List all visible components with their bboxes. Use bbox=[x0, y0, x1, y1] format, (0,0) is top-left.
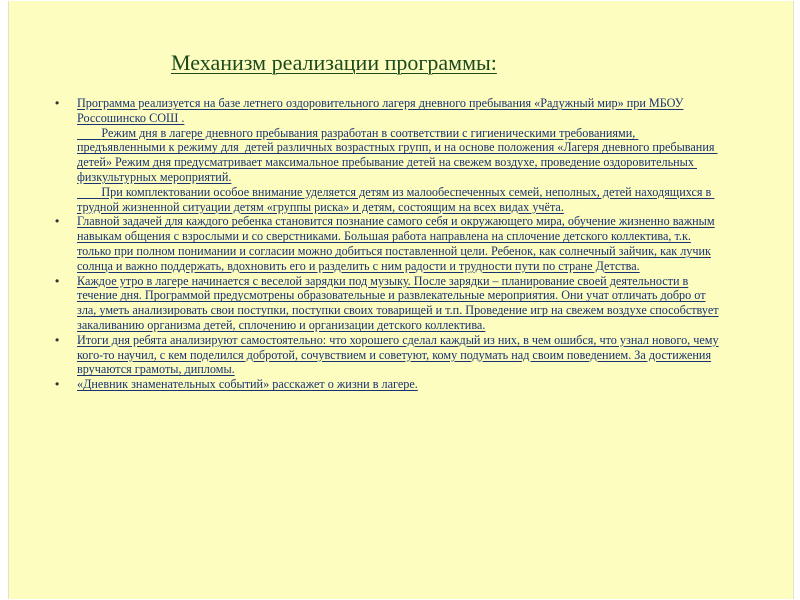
bullet-marker: • bbox=[55, 96, 60, 110]
paragraph-text: Каждое утро в лагере начинается с веселой зарядки под музыку. После зарядки – планирование своей деятельности в течение дня. Программой предусмотрены образовательные и развлекательные мероприятия. Они учат отличать добро от зла, уметь анализировать свои поступки, поступки своих товарищей и т.п. Проведение игр на свежем воздухе способствует закаливанию организма детей, сплочению и организации детского коллектива. bbox=[77, 273, 719, 332]
paragraph-text: При комплектовании особое внимание уделяется детям из малообеспеченных семей, неполных, детей находящихся в трудной жизненной ситуации детям «группы риска» и детям, состоящим на всех видах учёта. bbox=[77, 184, 715, 214]
slide-body bbox=[53, 96, 723, 392]
paragraph-bullet bbox=[53, 214, 723, 273]
slide-title: Механизм реализации программы: bbox=[171, 50, 497, 75]
paragraph-text: Программа реализуется на базе летнего оздоровительного лагеря дневного пребывания «Радужный мир» при МБОУ Россошинско СОШ . bbox=[77, 96, 684, 125]
bullet-marker: • bbox=[55, 332, 60, 347]
paragraph-text: «Дневник знаменательных событий» расскажет о жизни в лагере. bbox=[77, 377, 418, 392]
paragraph-text: Итоги дня ребята анализируют самостоятельно: что хорошего сделал каждый из них, в чем ошибся, что узнал нового, чему кого-то научил, с кем поделился добротой, сочувствием и советуют, кому подумать над своим поведением. За достижения вручаются грамоты, дипломы. bbox=[77, 332, 719, 377]
bullet-marker: • bbox=[55, 273, 60, 288]
paragraph-text: Главной задачей для каждого ребенка становится познание самого себя и окружающего мира, обучение жизненно важным навыкам общения с взрослыми и со сверстниками. Большая работа направлена на сплочение детского коллектива, т.к. только при полном понимании и согласии можно добиться поставленной цели. Ребенок, как солнечный зайчик, как лучик солнца и важно поддержать, вдохновить его и разделить с ним радости и трудности пути по стране Детства. bbox=[77, 214, 715, 273]
paragraph-bullet bbox=[53, 333, 723, 377]
paragraph-bullet bbox=[53, 377, 723, 392]
paragraph-plain bbox=[53, 185, 723, 215]
bullet-marker: • bbox=[55, 377, 60, 392]
paragraph-bullet bbox=[53, 274, 723, 333]
paragraph-bullet bbox=[53, 96, 723, 126]
paragraph-plain bbox=[53, 126, 723, 185]
bullet-marker: • bbox=[55, 214, 60, 229]
slide bbox=[8, 1, 794, 599]
paragraph-text: Режим дня в лагере дневного пребывания разработан в соответствии с гигиеническими требованиями, предъявленными к режиму для детей различных возрастных групп, и на основе положения «Лагеря дневного пребывания детей» Режим дня предусматривает максимальное пребывание детей на свежем воздухе, проведение оздоровительных физкультурных мероприятий. bbox=[77, 125, 718, 184]
